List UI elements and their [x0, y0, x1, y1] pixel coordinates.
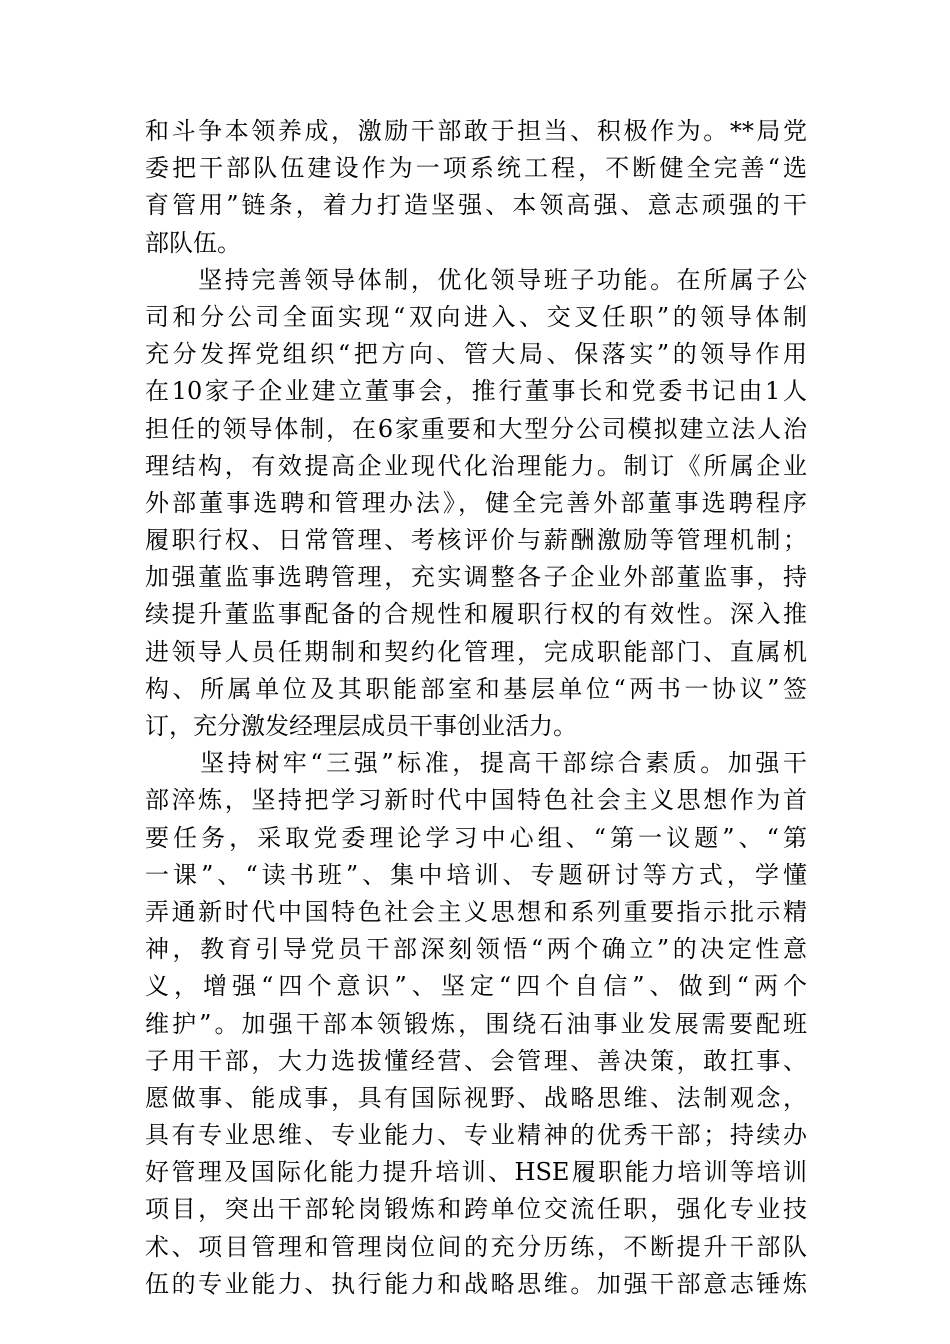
text-line: 部队伍。: [145, 228, 241, 257]
text-line: 弄通新时代中国特色社会主义思想和系列重要指示批示精: [145, 897, 807, 926]
text-line: 维护”。加强干部本领锻炼，围绕石油事业发展需要配班: [145, 1009, 807, 1038]
text-line: 坚持完善领导体制，优化领导班子功能。在所属子公: [145, 265, 807, 294]
text-line: 子用干部，大力选拔懂经营、会管理、善决策，敢扛事、: [145, 1046, 807, 1075]
text-line: 续提升董监事配备的合规性和履职行权的有效性。深入推: [145, 600, 807, 629]
text-line: 育管用”链条，着力打造坚强、本领高强、意志顽强的干: [145, 191, 807, 220]
text-line: 部淬炼，坚持把学习新时代中国特色社会主义思想作为首: [145, 786, 807, 815]
text-line: 项目，突出干部轮岗锻炼和跨单位交流任职，强化专业技: [145, 1195, 807, 1224]
text-line: 充分发挥党组织“把方向、管大局、保落实”的领导作用: [145, 340, 807, 369]
body-text: [145, 113, 807, 1303]
text-line: 具有专业思维、专业能力、专业精神的优秀干部；持续办: [145, 1121, 807, 1150]
text-line: 神，教育引导党员干部深刻领悟“两个确立”的决定性意: [145, 935, 807, 964]
text-line: 理结构，有效提高企业现代化治理能力。制订《所属企业: [145, 451, 807, 480]
text-line: 在10家子企业建立董事会，推行董事长和党委书记由1人: [145, 377, 807, 406]
text-line: 外部董事选聘和管理办法》，健全完善外部董事选聘程序: [145, 488, 807, 517]
text-line: 坚持树牢“三强”标准，提高干部综合素质。加强干: [145, 749, 807, 778]
text-line: 要任务，采取党委理论学习中心组、“第一议题”、“第: [145, 823, 807, 852]
text-line: 好管理及国际化能力提升培训、HSE履职能力培训等培训: [145, 1158, 807, 1187]
text-line: 进领导人员任期制和契约化管理，完成职能部门、直属机: [145, 637, 807, 666]
text-line: 和斗争本领养成，激励干部敢于担当、积极作为。**局党: [145, 117, 807, 145]
text-line: 订，充分激发经理层成员干事创业活力。: [145, 712, 577, 740]
text-line: 术、项目管理和管理岗位间的充分历练，不断提升干部队: [145, 1232, 807, 1261]
text-line: 义，增强“四个意识”、坚定“四个自信”、做到“两个: [145, 972, 807, 1001]
text-line: 构、所属单位及其职能部室和基层单位“两书一协议”签: [145, 674, 807, 703]
text-line: 加强董监事选聘管理，充实调整各子企业外部董监事，持: [145, 563, 807, 592]
text-line: 担任的领导体制，在6家重要和大型分公司模拟建立法人治: [145, 414, 807, 443]
text-line: 一课”、“读书班”、集中培训、专题研讨等方式，学懂: [145, 860, 807, 889]
text-line: 委把干部队伍建设作为一项系统工程，不断健全完善“选: [145, 154, 807, 183]
text-line: 司和分公司全面实现“双向进入、交叉任职”的领导体制: [145, 302, 807, 331]
text-line: 愿做事、能成事，具有国际视野、战略思维、法制观念，: [145, 1083, 807, 1112]
text-line: 履职行权、日常管理、考核评价与薪酬激励等管理机制；: [145, 526, 807, 555]
text-line: 伍的专业能力、执行能力和战略思维。加强干部意志锤炼: [145, 1269, 807, 1298]
